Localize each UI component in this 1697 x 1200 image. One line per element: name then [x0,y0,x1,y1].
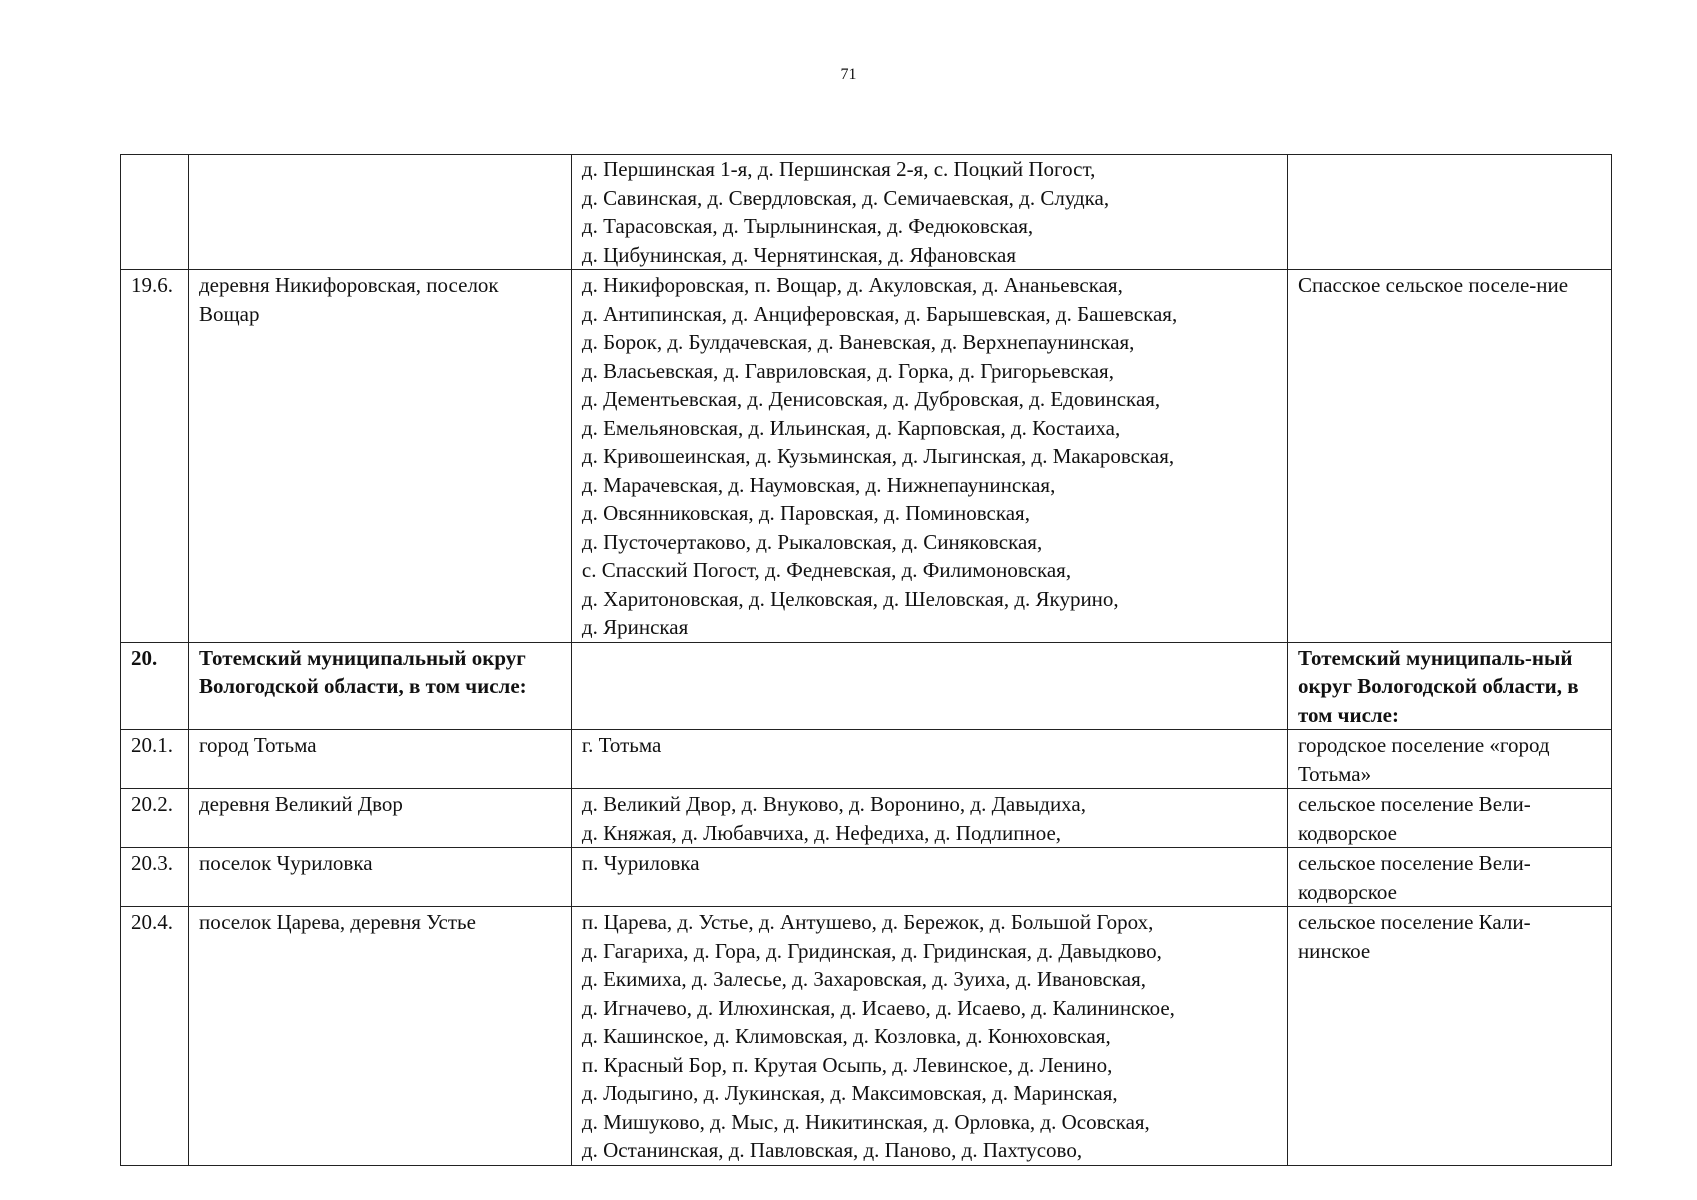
settlement-name-cell: город Тотьма [188,730,571,789]
municipality-cell: Тотемский муниципаль-ный округ Вологодской области, в том числе: [1287,642,1611,730]
locality-line: д. Кривошеинская, д. Кузьминская, д. Лыгинская, д. Макаровская, [581,444,1175,468]
localities-cell [571,155,1287,270]
row-number-cell: 20.1. [121,730,189,789]
locality-line: д. Лодыгино, д. Лукинская, д. Максимовская, д. Маринская, [581,1081,1118,1105]
locality-line: д. Пусточертаково, д. Рыкаловская, д. Синяковская, [581,529,1043,554]
table-row [121,907,1612,1166]
locality-line: д. Савинская, д. Свердловская, д. Семичаевская, д. Слудка, [581,185,1110,210]
table-row [121,642,1612,730]
locality-line: п. Красный Бор, п. Крутая Осыпь, д. Левинское, д. Ленино, [581,1052,1113,1077]
settlement-name-cell: Тотемский муниципальный округ Вологодской области, в том числе: [188,642,571,730]
locality-line: п. Царева, д. Устье, д. Антушево, д. Бережок, д. Большой Горох, [581,910,1154,934]
row-number-cell: 20. [121,642,189,730]
page-number: 71 [840,66,857,83]
locality-line: д. Першинская 1-я, д. Першинская 2-я, с. Поцкий Погост, [581,157,1096,181]
municipality-cell: городское поселение «город Тотьма» [1287,730,1611,789]
locality-line: д. Княжая, д. Любавчиха, д. Нефедиха, д. Подлипное, [581,820,1062,845]
table-row [121,789,1612,848]
locality-line: д. Яринская [581,615,689,639]
locality-line: д. Гагариха, д. Гора, д. Гридинская, д. Гридинская, д. Давыдково, [581,938,1162,963]
locality-line: д. Игначево, д. Илюхинская, д. Исаево, д. Исаево, д. Калининское, [581,995,1175,1020]
table-row [121,270,1612,643]
municipality-cell: сельское поселение Вели-кодворское [1287,848,1611,907]
municipality-cell: сельское поселение Кали-нинское [1287,907,1611,1166]
locality-line: п. Чуриловка [581,851,700,875]
municipality-cell: Спасское сельское поселе-ние [1287,270,1611,643]
row-number-cell: 19.6. [121,270,189,643]
locality-line: д. Борок, д. Булдачевская, д. Ваневская, д. Верхнепаунинская, [581,330,1135,354]
settlement-name-cell: деревня Великий Двор [188,789,571,848]
locality-line: д. Кашинское, д. Климовская, д. Козловка, д. Конюховская, [581,1024,1111,1048]
localities-cell [571,789,1287,848]
locality-line: д. Марачевская, д. Наумовская, д. Нижнепаунинская, [581,472,1056,497]
localities-cell [571,907,1287,1166]
settlement-name-cell: поселок Царева, деревня Устье [188,907,571,1166]
locality-line: д. Тарасовская, д. Тырлынинская, д. Федюковская, [581,214,1034,238]
settlement-name-cell [188,155,571,270]
locality-line: д. Цибунинская, д. Чернятинская, д. Яфановская [581,242,1017,267]
localities-cell [571,848,1287,907]
table-row [121,730,1612,789]
locality-line: д. Власьевская, д. Гавриловская, д. Горка, д. Григорьевская, [581,358,1114,383]
settlements-table [120,154,1612,1166]
municipality-cell [1287,155,1611,270]
table-row [121,848,1612,907]
row-number-cell: 20.2. [121,789,189,848]
localities-cell [571,270,1287,643]
settlement-name-cell: поселок Чуриловка [188,848,571,907]
table-body [121,155,1612,1166]
locality-line: д. Дементьевская, д. Денисовская, д. Дубровская, д. Едовинская, [581,387,1161,411]
locality-line: д. Харитоновская, д. Целковская, д. Шеловская, д. Якурино, [581,586,1119,611]
table-row [121,155,1612,270]
locality-line: д. Мишуково, д. Мыс, д. Никитинская, д. Орловка, д. Осовская, [581,1109,1150,1134]
settlement-name-cell: деревня Никифоровская, поселок Вощар [188,270,571,643]
locality-line: с. Спасский Погост, д. Федневская, д. Филимоновская, [581,558,1072,582]
locality-line: д. Овсянниковская, д. Паровская, д. Поминовская, [581,501,1030,525]
localities-cell [571,642,1287,730]
localities-cell [571,730,1287,789]
locality-line: д. Останинская, д. Павловская, д. Паново, д. Пахтусово, [581,1138,1083,1162]
locality-line: д. Великий Двор, д. Внуково, д. Воронино, д. Давыдиха, [581,792,1086,816]
row-number-cell: 20.4. [121,907,189,1166]
municipality-cell: сельское поселение Вели-кодворское [1287,789,1611,848]
locality-line: д. Никифоровская, п. Вощар, д. Акуловская, д. Ананьевская, [581,273,1123,297]
locality-line: г. Тотьма [581,733,662,757]
row-number-cell [121,155,189,270]
locality-line: д. Антипинская, д. Анциферовская, д. Барышевская, д. Башевская, [581,301,1178,326]
locality-line: д. Екимиха, д. Залесье, д. Захаровская, д. Зуиха, д. Ивановская, [581,967,1146,991]
row-number-cell: 20.3. [121,848,189,907]
locality-line: д. Емельяновская, д. Ильинская, д. Карповская, д. Костаиха, [581,415,1121,440]
